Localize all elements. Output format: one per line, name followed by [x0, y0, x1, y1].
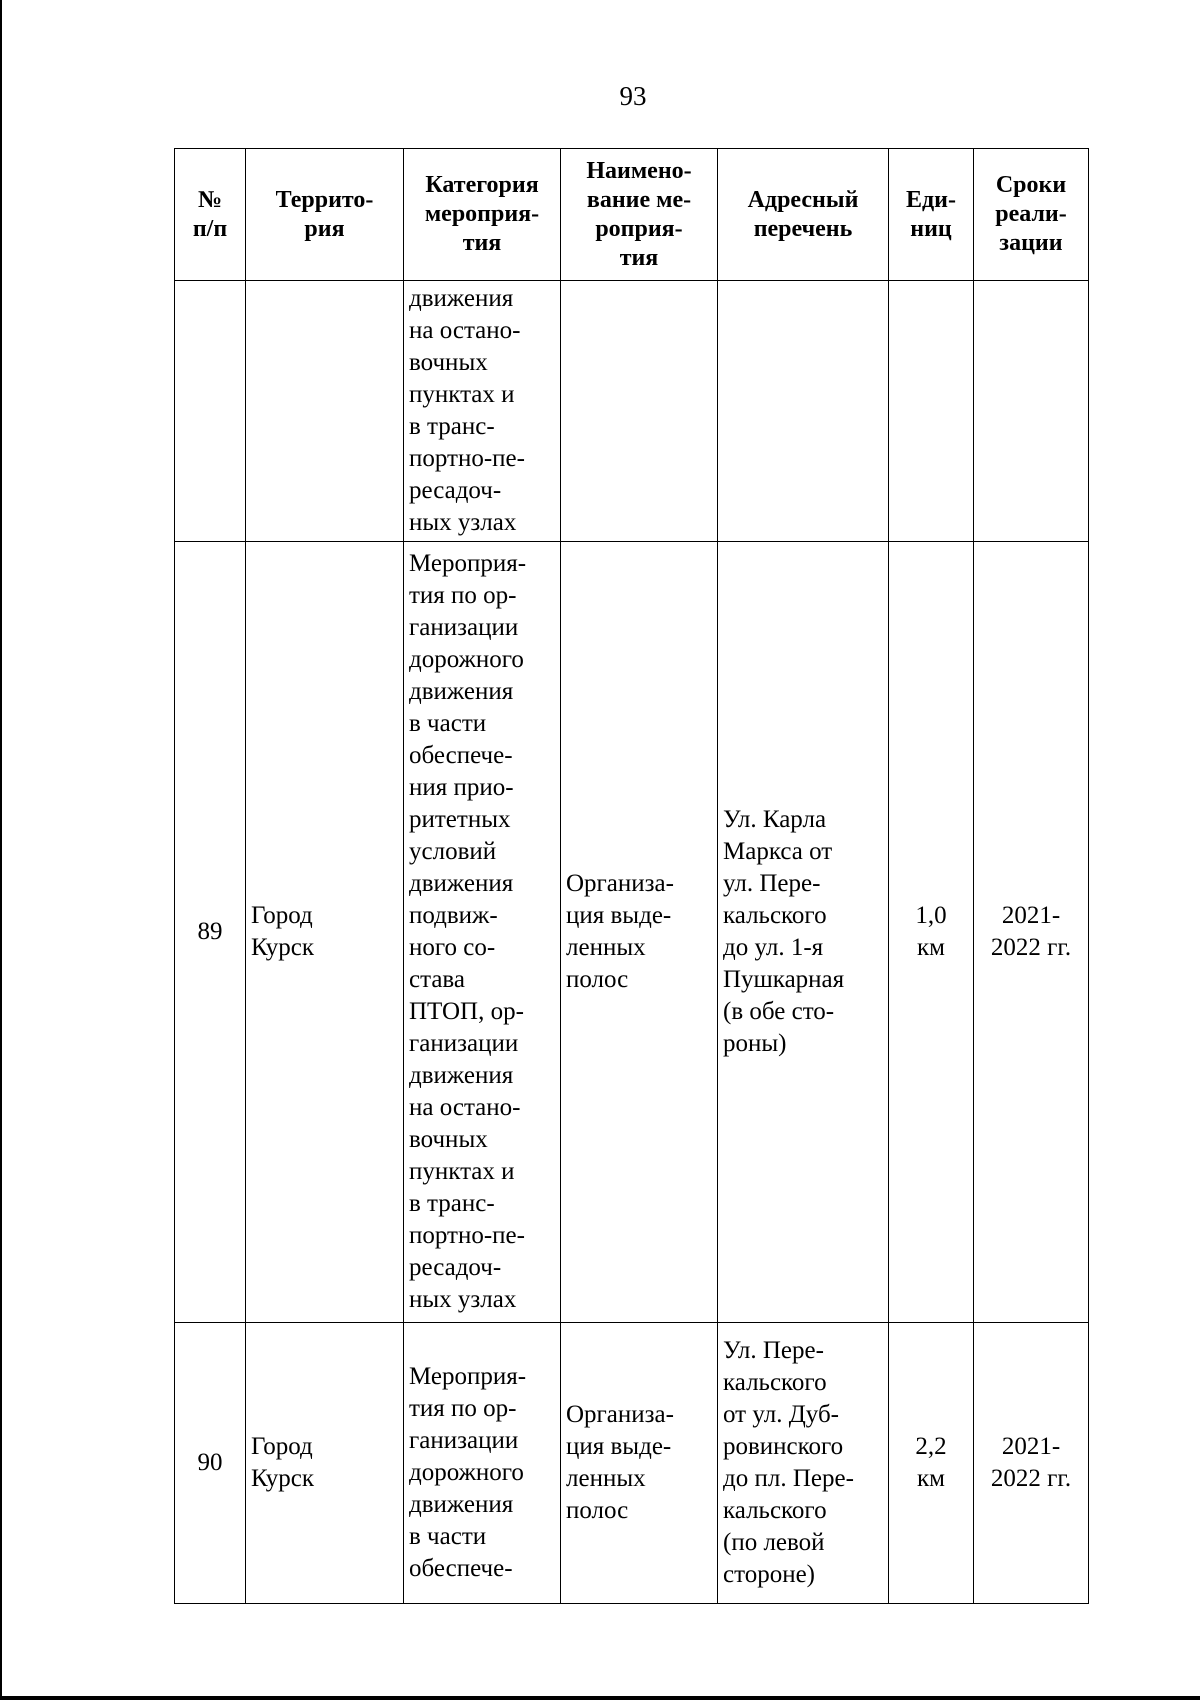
scan-bottom-edge — [0, 1696, 1200, 1700]
header-num: № п/п — [175, 149, 246, 281]
table-row — [175, 281, 1089, 542]
header-row — [175, 149, 1089, 281]
table-row — [175, 1323, 1089, 1604]
page-number: 93 — [619, 81, 647, 111]
header-territory: Террито- рия — [246, 149, 404, 281]
cell-terms: 2021- 2022 гг. — [974, 542, 1089, 1323]
header-address: Адресный перечень — [718, 149, 889, 281]
cell-territory: Город Курск — [246, 1323, 404, 1604]
cell-num — [175, 281, 246, 542]
cell-num: 90 — [175, 1323, 246, 1604]
cell-category: Мероприя- тия по ор- ганизации дорожного движения в части обеспече- — [404, 1323, 561, 1604]
cell-name: Организа- ция выде- ленных полос — [561, 542, 718, 1323]
header-name: Наимено- вание ме- роприя- тия — [561, 149, 718, 281]
cell-territory: Город Курск — [246, 542, 404, 1323]
cell-terms: 2021- 2022 гг. — [974, 1323, 1089, 1604]
cell-terms — [974, 281, 1089, 542]
header-terms: Сроки реали- зации — [974, 149, 1089, 281]
header-units: Еди- ниц — [889, 149, 974, 281]
cell-address: Ул. Пере- кальского от ул. Дуб- ровинского до пл. Пере- кальского (по левой стороне) — [718, 1323, 889, 1604]
cell-name — [561, 281, 718, 542]
measures-table — [174, 148, 1089, 1604]
scan-left-edge — [0, 0, 2, 1700]
cell-category: движения на остано- вочных пунктах и в транс- портно-пе- ресадоч- ных узлах — [404, 281, 561, 542]
cell-address: Ул. Карла Маркса от ул. Пере- кальского до ул. 1-я Пушкарная (в обе сто- роны) — [718, 542, 889, 1323]
cell-units — [889, 281, 974, 542]
cell-name: Организа- ция выде- ленных полос — [561, 1323, 718, 1604]
header-category: Категория мероприя- тия — [404, 149, 561, 281]
cell-num: 89 — [175, 542, 246, 1323]
cell-units: 2,2 км — [889, 1323, 974, 1604]
cell-territory — [246, 281, 404, 542]
cell-category: Мероприя- тия по ор- ганизации дорожного движения в части обеспече- ния прио- ритетных условий движения подвиж- ного со- става ПТОП, ор- ганизации движения на остано- вочных пунктах и в транс- портно-пе- ресадоч- ных узлах — [404, 542, 561, 1323]
cell-address — [718, 281, 889, 542]
table-row — [175, 542, 1089, 1323]
cell-units: 1,0 км — [889, 542, 974, 1323]
